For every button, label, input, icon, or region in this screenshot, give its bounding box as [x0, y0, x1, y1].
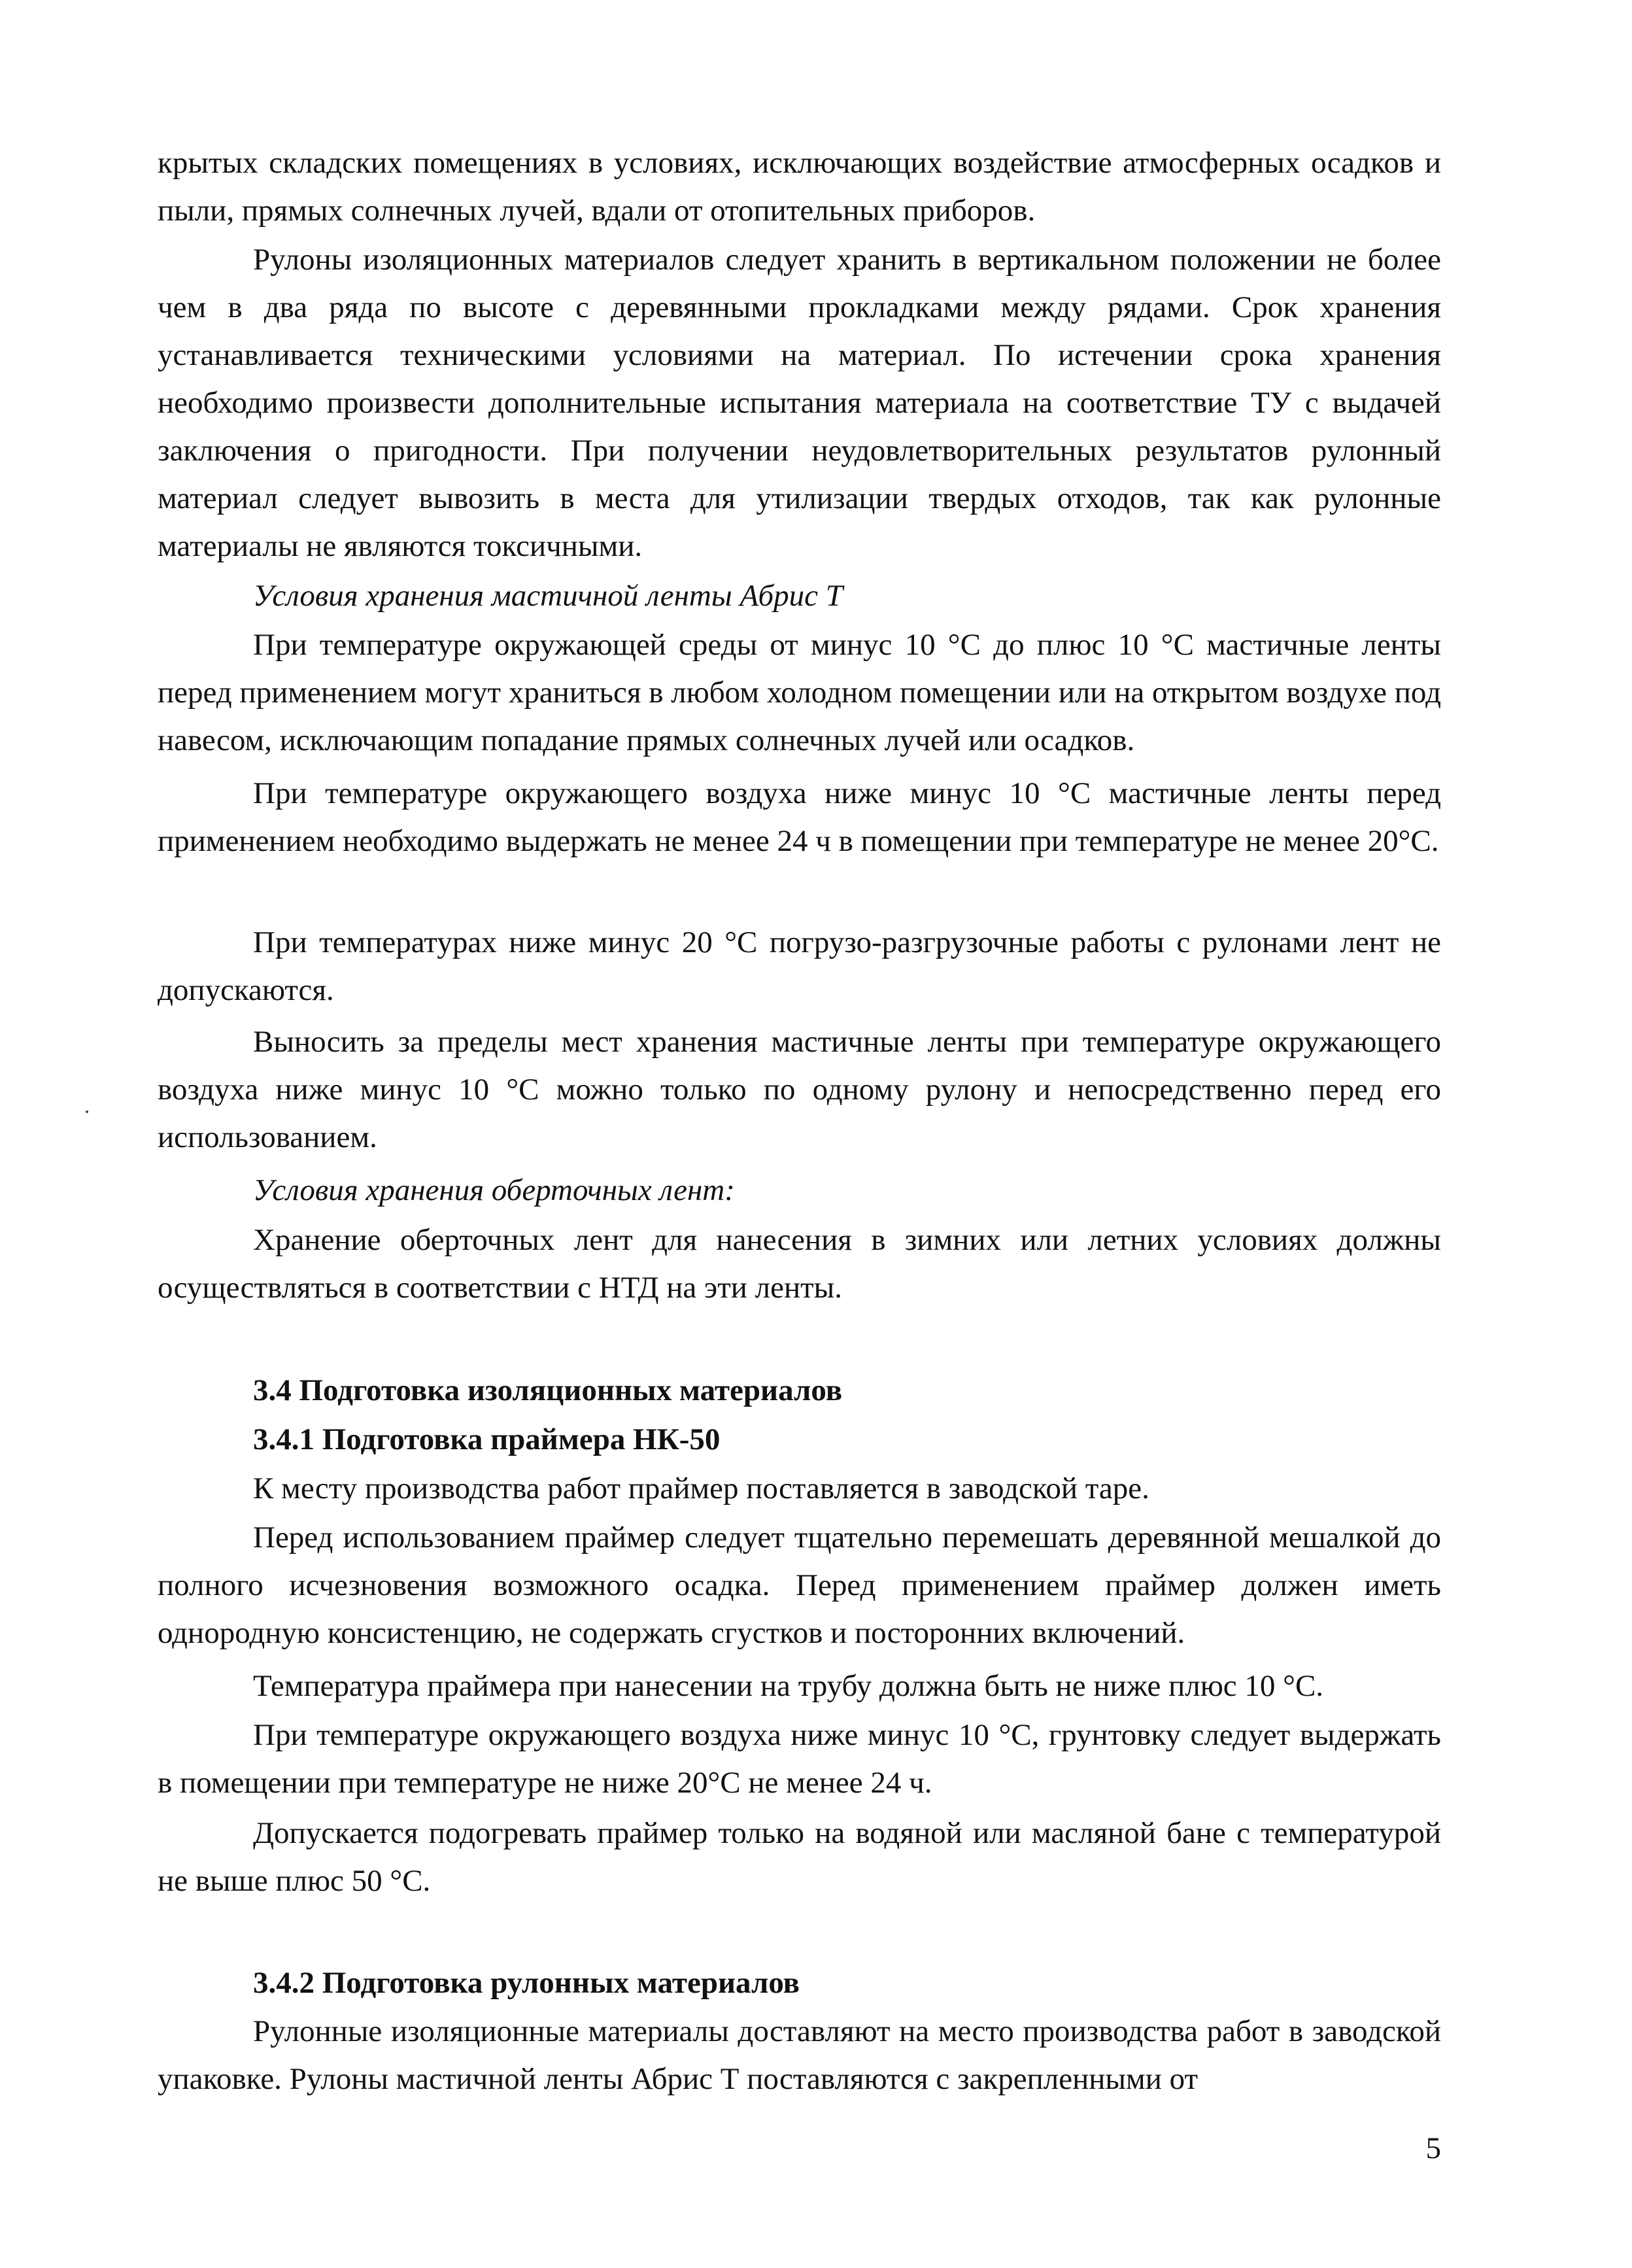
page-number: 5: [1425, 2131, 1441, 2165]
paragraph-carry-out-mastic: Выносить за пределы мест хранения мастичные ленты при температуре окружающего воздуха ниже минус 10 °С можно только по одному рулону и непосредственно перед его использованием.: [158, 1025, 1441, 1154]
heading-3-4: 3.4 Подготовка изоляционных материалов: [253, 1373, 843, 1407]
heading-3-4-1: 3.4.1 Подготовка праймера НК-50: [253, 1422, 721, 1456]
paragraph-primer-heating: Допускается подогревать праймер только на водяной или масляной бане с температурой не выше плюс 50 °С.: [158, 1816, 1441, 1898]
paragraph-mastic-below-minus-10: При температуре окружающего воздуха ниже минус 10 °С мастичные ленты перед применением необходимо выдержать не менее 24 ч в помещении при температуре не менее 20°С.: [158, 776, 1441, 858]
paragraph-storage-conditions-end: крытых складских помещениях в условиях, исключающих воздействие атмосферных осадков и пыли, прямых солнечных лучей, вдали от отопительных приборов.: [158, 146, 1441, 228]
paragraph-primer-temperature: Температура праймера при нанесении на трубу должна быть не ниже плюс 10 °С.: [253, 1669, 1324, 1703]
paragraph-primer-cold-conditions: При температуре окружающего воздуха ниже минус 10 °С, грунтовку следует выдержать в помещении при температуре не ниже 20°С не менее 24 ч.: [158, 1718, 1441, 1800]
paragraph-wrapping-tape-storage: Хранение оберточных лент для нанесения в зимних или летних условиях должны осуществляться в соответствии с НТД на эти ленты.: [158, 1223, 1441, 1305]
heading-3-4-2: 3.4.2 Подготовка рулонных материалов: [253, 1966, 800, 2000]
subheading-wrapping-tape-storage: Условия хранения оберточных лент:: [253, 1173, 735, 1207]
paragraph-primer-delivery: К месту производства работ праймер поставляется в заводской таре.: [253, 1471, 1149, 1505]
paragraph-mastic-temp-range: При температуре окружающей среды от минус 10 °С до плюс 10 °С мастичные ленты перед применением могут храниться в любом холодном помещении или на открытом воздухе под навесом, исключающим попадание прямых солнечных лучей или осадков.: [158, 628, 1441, 757]
paragraph-roll-storage: Рулоны изоляционных материалов следует хранить в вертикальном положении не более чем в два ряда по высоте с деревянными прокладками между рядами. Срок хранения устанавливается техническими условиями на материал. По истечении срока хранения необходимо произвести дополнительные испытания материала на соответствие ТУ с выдачей заключения о пригодности. При получении неудовлетворительных результатов рулонный материал следует вывозить в места для утилизации твердых отходов, так как рулонные материалы не являются токсичными.: [158, 243, 1441, 563]
scan-speck: [86, 1110, 88, 1113]
paragraph-primer-mixing: Перед использованием праймер следует тщательно перемешать деревянной мешалкой до полного исчезновения возможного осадка. Перед применением праймер должен иметь однородную консистенцию, не содержать сгустков и посторонних включений.: [158, 1521, 1441, 1650]
subheading-mastic-tape-storage: Условия хранения мастичной ленты Абрис Т: [253, 579, 843, 613]
paragraph-below-minus-20: При температурах ниже минус 20 °С погрузо-разгрузочные работы с рулонами лент не допускаются.: [158, 925, 1441, 1007]
paragraph-roll-materials-delivery: Рулонные изоляционные материалы доставляют на место производства работ в заводской упаковке. Рулоны мастичной ленты Абрис Т поставляются с закрепленными от: [158, 2014, 1441, 2096]
